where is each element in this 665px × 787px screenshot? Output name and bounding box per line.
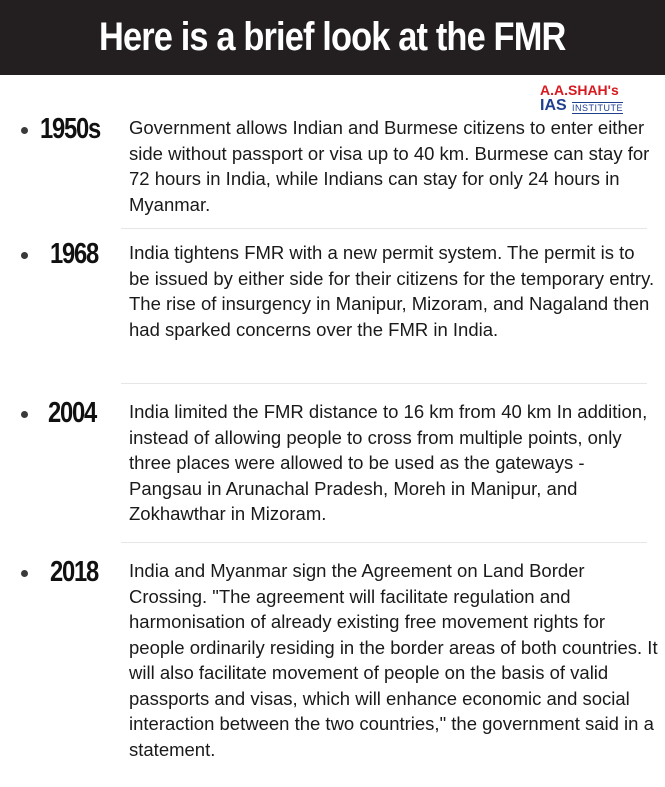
logo-institute: INSTITUTE — [572, 103, 623, 113]
entry-year: 2018 — [50, 556, 98, 588]
logo-ias: IAS — [540, 97, 567, 114]
divider — [121, 228, 647, 229]
entry-text: India tightens FMR with a new permit system. The permit is to be issued by either side for their citizens for the temporary entry. The rise of insurgency in Manipur, Mizoram, and Nagaland then had sparked concerns over the FMR in India. — [129, 242, 655, 340]
entry-text: India and Myanmar sign the Agreement on Land Border Crossing. "The agreement will facilitate regulation and harmonisation of already existing free movement rights for people ordinarily residing in the border areas of both countries. It will also facilitate movement of people on the basis of valid passports and visas, which will enhance economic and social interaction between the two countries," the government said in a statement. — [129, 560, 658, 760]
bullet-icon — [21, 127, 28, 134]
divider — [121, 542, 647, 543]
divider — [121, 383, 647, 384]
bullet-icon — [21, 570, 28, 577]
entry-text: Government allows Indian and Burmese citizens to enter either side without passport or visa up to 40 km. Burmese can stay for 72 hours in India, while Indians can stay for only 24 hours in Myanmar. — [129, 117, 650, 215]
page-title: Here is a brief look at the FMR — [99, 15, 566, 59]
bullet-icon — [21, 252, 28, 259]
logo-name: A.A.SHAH's — [540, 82, 619, 98]
entry-year: 1950s — [40, 113, 100, 145]
bullet-icon — [21, 411, 28, 418]
entry-year: 1968 — [50, 238, 98, 270]
entry-text: India limited the FMR distance to 16 km from 40 km In addition, instead of allowing people to cross from multiple points, only three places were allowed to be used as the gateways - Pangsau in Arunachal Pradesh, Moreh in Manipur, and Zokhawthar in Mizoram. — [129, 401, 648, 524]
header-bar — [0, 0, 665, 75]
entry-year: 2004 — [48, 397, 96, 429]
institute-logo — [540, 82, 640, 118]
